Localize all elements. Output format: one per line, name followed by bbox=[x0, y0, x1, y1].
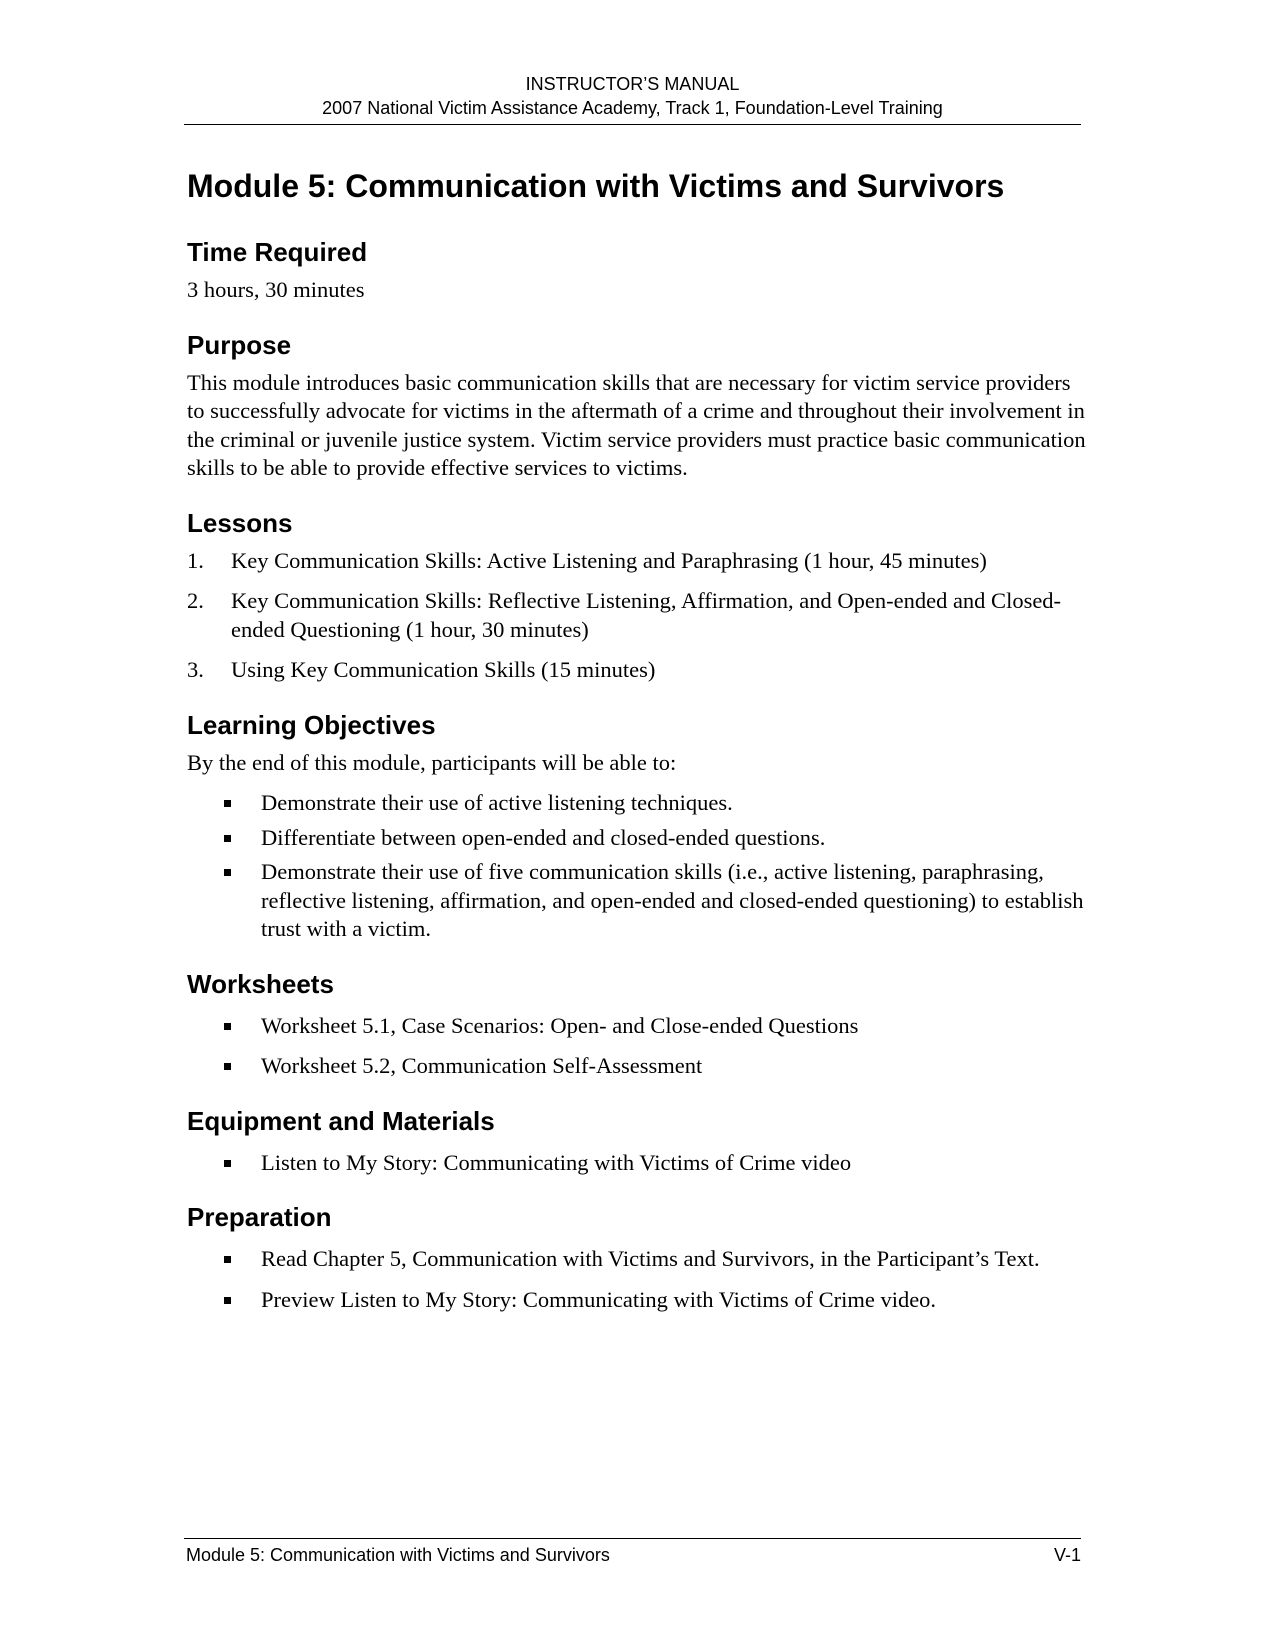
section-heading: Learning Objectives bbox=[187, 709, 436, 740]
list-item bbox=[187, 1286, 1087, 1315]
section-learning-objectives bbox=[187, 709, 1087, 944]
section-heading: Purpose bbox=[187, 329, 292, 360]
objectives-intro: By the end of this module, participants will be able to: bbox=[187, 749, 677, 775]
list-item-text: Read Chapter 5, Communication with Victims and Survivors, in the Participant’s Text. bbox=[261, 1246, 1040, 1271]
square-bullet-icon bbox=[224, 1297, 231, 1304]
header-manual-title: INSTRUCTOR’S MANUAL bbox=[525, 74, 740, 94]
section-heading: Worksheets bbox=[187, 968, 334, 999]
time-required-text: 3 hours, 30 minutes bbox=[187, 277, 365, 302]
list-item-text: Demonstrate their use of five communication skills (i.e., active listening, paraphrasing, reflective listening, affirmation, and open-ended and closed-ended questioning) to establish trust with a victim. bbox=[261, 859, 1084, 941]
section-equipment bbox=[187, 1105, 1087, 1178]
preparation-list bbox=[187, 1245, 1087, 1314]
lesson-number: 2. bbox=[187, 588, 204, 613]
square-bullet-icon bbox=[224, 1063, 231, 1070]
list-item-text: Preview Listen to My Story: Communicating with Victims of Crime video. bbox=[261, 1286, 937, 1312]
square-bullet-icon bbox=[224, 835, 231, 842]
list-item-text: Listen to My Story: Communicating with Victims of Crime video bbox=[261, 1149, 852, 1175]
page-number: V-1 bbox=[1053, 1545, 1081, 1565]
square-bullet-icon bbox=[224, 1256, 231, 1263]
lesson-number: 1. bbox=[187, 547, 204, 573]
lesson-item bbox=[187, 547, 1087, 576]
list-item-text: Worksheet 5.1, Case Scenarios: Open- and Close-ended Questions bbox=[261, 1012, 859, 1038]
running-header bbox=[184, 72, 1081, 120]
list-item bbox=[187, 1052, 1087, 1081]
list-item bbox=[187, 1245, 1087, 1274]
list-item-text: Differentiate between open-ended and closed-ended questions. bbox=[261, 824, 826, 850]
lesson-text: Key Communication Skills: Active Listening and Paraphrasing (1 hour, 45 minutes) bbox=[231, 547, 987, 573]
list-item-text: Worksheet 5.2, Communication Self-Assessment bbox=[261, 1053, 703, 1078]
section-worksheets bbox=[187, 968, 1087, 1081]
list-item bbox=[187, 1149, 1087, 1178]
lesson-number: 3. bbox=[187, 657, 204, 682]
footer-rule bbox=[184, 1538, 1081, 1539]
section-heading: Lessons bbox=[187, 507, 293, 538]
lesson-text: Using Key Communication Skills (15 minutes) bbox=[231, 657, 656, 682]
square-bullet-icon bbox=[224, 1023, 231, 1030]
square-bullet-icon bbox=[224, 800, 231, 807]
worksheets-list bbox=[187, 1012, 1087, 1081]
section-heading: Time Required bbox=[187, 237, 368, 267]
section-lessons bbox=[187, 507, 1087, 685]
header-rule bbox=[184, 124, 1081, 125]
objectives-list bbox=[187, 789, 1087, 944]
page-body bbox=[187, 158, 1087, 1338]
section-heading: Equipment and Materials bbox=[187, 1105, 495, 1136]
purpose-text: This module introduces basic communication skills that are necessary for victim service providers to successfully advocate for victims in the aftermath of a crime and throughout their involvement in the criminal or juvenile justice system. Victim service providers must practice basic communication skills to be able to provide effective services to victims. bbox=[187, 369, 1086, 480]
lesson-item bbox=[187, 587, 1087, 644]
list-item bbox=[187, 824, 1087, 853]
equipment-list bbox=[187, 1149, 1087, 1178]
list-item-text: Demonstrate their use of active listening techniques. bbox=[261, 790, 733, 815]
square-bullet-icon bbox=[224, 1160, 231, 1167]
lesson-item bbox=[187, 656, 1087, 685]
lessons-list bbox=[187, 547, 1087, 685]
section-purpose bbox=[187, 329, 1087, 483]
header-course-title: 2007 National Victim Assistance Academy, Track 1, Foundation-Level Training bbox=[322, 98, 943, 118]
running-footer bbox=[186, 1543, 1081, 1567]
section-preparation bbox=[187, 1201, 1087, 1314]
list-item bbox=[187, 789, 1087, 818]
section-heading: Preparation bbox=[187, 1202, 332, 1232]
list-item bbox=[187, 858, 1087, 944]
square-bullet-icon bbox=[224, 869, 231, 876]
footer-module-title: Module 5: Communication with Victims and Survivors bbox=[186, 1545, 610, 1565]
list-item bbox=[187, 1012, 1087, 1041]
section-time-required bbox=[187, 236, 1087, 305]
lesson-text: Key Communication Skills: Reflective Listening, Affirmation, and Open-ended and Closed-ended Questioning (1 hour, 30 minutes) bbox=[231, 588, 1062, 642]
page-title: Module 5: Communication with Victims and Survivors bbox=[187, 168, 1005, 204]
